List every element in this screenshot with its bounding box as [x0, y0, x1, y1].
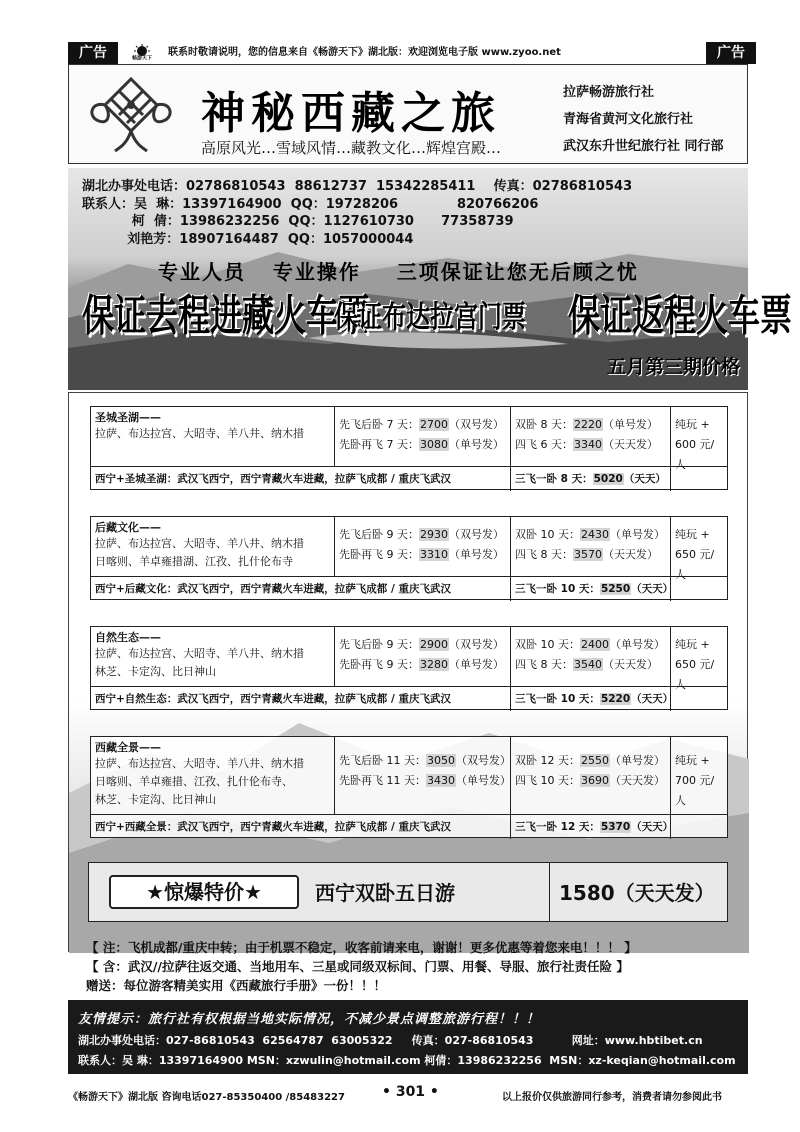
price-value: 3050	[427, 754, 455, 767]
price-line	[339, 771, 511, 791]
flat-price-cell	[671, 627, 727, 691]
route-table	[90, 626, 728, 710]
price-label: 双卧 8 天：	[515, 418, 573, 431]
fax-label: 传真：	[493, 179, 533, 194]
contact-person-row	[82, 231, 632, 249]
price-line	[339, 435, 506, 455]
special-offer-box	[88, 862, 728, 922]
price-value: 5220	[600, 693, 631, 705]
departure-schedule: （单号发）	[610, 638, 665, 651]
contact-qq2: 820766206	[456, 196, 539, 212]
departure-schedule: （单号发）	[603, 418, 658, 431]
office-phones: 02786810543 88612737 15342285411	[186, 179, 476, 194]
price-value: 3080	[420, 438, 448, 451]
route-name: 自然生态——	[95, 631, 161, 644]
agency-list	[563, 79, 724, 160]
note-includes: 【 含：武汉//拉萨往返交通、当地用车、三星或同级双标间、门票、用餐、导服、旅行社责任险 】	[86, 959, 629, 974]
contact-qq: QQ：1127610730	[288, 214, 414, 229]
contact-person-row	[82, 196, 632, 214]
departure-schedule: （单号发）	[456, 774, 511, 787]
special-offer-price: 1580（天天发）	[559, 881, 715, 905]
price-label: 四飞 8 天：	[515, 658, 573, 671]
price-value: 3540	[574, 658, 602, 671]
friendly-tip: 友情提示：旅行社有权根据当地实际情况，不减少景点调整旅游行程！！！	[78, 1012, 541, 1027]
contact-phone: 13986232256	[179, 214, 280, 229]
route-sites: 林芝、卡定沟、比日神山	[95, 665, 216, 678]
route-block	[90, 516, 728, 600]
price-label: 三飞一卧 10 天：	[515, 583, 600, 595]
departure-schedule: （天天发）	[610, 774, 665, 787]
route-table	[90, 736, 728, 838]
xining-route-desc: 西宁+自然生态：武汉飞西宁，西宁青藏火车进藏，拉萨飞成都 / 重庆飞武汉	[91, 687, 511, 711]
xining-route-desc: 西宁+西藏全景：武汉飞西宁，西宁青藏火车进藏，拉萨飞成都 / 重庆飞武汉	[91, 815, 511, 839]
route-sites: 日喀则、羊卓雍措湖、江孜、扎什伦布寺	[95, 555, 293, 568]
fly-price-cell	[335, 737, 511, 815]
contact-qq: QQ：19728206	[290, 196, 399, 212]
main-title: 神秘西藏之旅	[201, 88, 501, 139]
route-sites: 拉萨、布达拉宫、大昭寺、羊八井、纳木措	[95, 757, 304, 770]
price-line	[339, 525, 506, 545]
train-price-cell	[511, 407, 671, 467]
agency-name: 青海省黄河文化旅行社	[563, 112, 694, 127]
departure-schedule: （单号发）	[449, 548, 504, 561]
contact-phone: 18907164487	[179, 231, 279, 247]
departure-schedule: （单号发）	[449, 438, 504, 451]
route-sites-cell	[91, 407, 335, 467]
price-value: 5250	[600, 583, 631, 595]
price-label: 双卧 10 天：	[515, 528, 580, 541]
price-value: 3340	[574, 438, 602, 451]
notes-block	[86, 938, 637, 995]
price-value: 2400	[581, 638, 609, 651]
contact-phone-row	[82, 178, 632, 196]
departure-schedule: （天天发）	[603, 658, 658, 671]
footer-publication: 《畅游天下》湖北版 咨询电话027-85350400 /85483227	[68, 1092, 345, 1103]
departure-schedule: （单号发）	[610, 528, 665, 541]
contact-name: 刘艳芳：	[127, 231, 180, 247]
price-label: 双卧 10 天：	[515, 638, 580, 651]
price-label: 三飞一卧 10 天：	[515, 693, 600, 705]
price-value: 2430	[581, 528, 609, 541]
price-value: 2900	[420, 638, 448, 651]
ad-tag-left: 广告	[68, 42, 118, 64]
fly-price-cell	[335, 407, 511, 467]
fly-price-cell	[335, 517, 511, 577]
agency-name: 拉萨畅游旅行社	[563, 85, 655, 100]
departure-schedule: （天天）	[623, 473, 666, 485]
flat-price-cell	[671, 407, 727, 471]
price-line	[515, 635, 666, 655]
flat-price: 纯玩 +	[675, 528, 710, 541]
bottom-contact-bar	[68, 1000, 748, 1074]
price-line	[339, 545, 506, 565]
top-notice-text: 联系时敬请说明，您的信息来自《畅游天下》湖北版：欢迎浏览电子版 www.zyoo.net	[168, 47, 561, 58]
price-label: 先飞后卧 9 天：	[339, 528, 419, 541]
price-label: 三飞一卧 12 天：	[515, 821, 600, 833]
header-subtitle: 高原风光…雪域风情…藏教文化…辉煌宫殿…	[201, 139, 502, 157]
departure-schedule: （双号发）	[456, 754, 511, 767]
flat-price-cell	[671, 737, 727, 815]
landscape-banner	[68, 168, 793, 390]
route-table	[90, 516, 728, 600]
departure-schedule: （天天发）	[603, 438, 658, 451]
xining-route-price	[511, 577, 674, 601]
departure-schedule: （天天）	[631, 693, 674, 705]
price-value: 3310	[420, 548, 448, 561]
route-name: 后藏文化——	[95, 521, 161, 534]
price-line	[515, 415, 666, 435]
price-line	[515, 751, 666, 771]
price-value: 2700	[420, 418, 448, 431]
route-sites-cell	[91, 627, 335, 687]
route-block	[90, 736, 728, 838]
price-value: 5370	[600, 821, 631, 833]
price-line	[515, 771, 666, 791]
price-line	[339, 635, 506, 655]
price-line	[515, 435, 666, 455]
price-value: 2930	[420, 528, 448, 541]
note-transfer: 【 注：飞机成都/重庆中转；由于机票不稳定，收客前请来电，谢谢！更多优惠等着您来电！！！ 】	[86, 940, 637, 955]
fax-number: 02786810543	[532, 179, 633, 194]
flat-price: 650 元/人	[675, 658, 715, 691]
price-label: 四飞 8 天：	[515, 548, 573, 561]
xining-route-desc: 西宁+后藏文化：武汉飞西宁，西宁青藏火车进藏，拉萨飞成都 / 重庆飞武汉	[91, 577, 511, 601]
guarantee-return-ticket: 保证返程火车票	[568, 290, 793, 342]
agency-name: 武汉东升世纪旅行社 同行部	[563, 139, 724, 154]
xining-route-desc: 西宁+圣城圣湖：武汉飞西宁，西宁青藏火车进藏，拉萨飞成都 / 重庆飞武汉	[91, 467, 511, 491]
flat-price: 纯玩 +	[675, 754, 710, 767]
route-table	[90, 406, 728, 490]
contact-block	[82, 178, 632, 248]
special-offer-route: 西宁双卧五日游	[315, 881, 455, 905]
contact-name: 吴 琳：	[134, 196, 183, 212]
route-block	[90, 626, 728, 710]
note-gift: 赠送：每位游客精美实用《西藏旅行手册》一份！！！	[86, 978, 387, 993]
contact-msn-line: 联系人：吴 琳：13397164900 MSN：xzwulin@hotmail.com 柯倩：13986232256 MSN：xz-keqian@hotmail.com	[78, 1054, 736, 1067]
endless-knot-icon	[81, 73, 181, 157]
price-value: 3280	[420, 658, 448, 671]
departure-schedule: （双号发）	[449, 528, 504, 541]
price-value: 2550	[581, 754, 609, 767]
price-label: 先卧再飞 9 天：	[339, 658, 419, 671]
price-label: 先飞后卧 7 天：	[339, 418, 419, 431]
price-value: 3690	[581, 774, 609, 787]
divider	[549, 863, 550, 921]
price-line	[339, 415, 506, 435]
office-contact-line: 湖北办事处电话：027-86810543 62564787 63005322 传真：027-86810543 网址：www.hbtibet.cn	[78, 1034, 703, 1047]
contact-phone: 13397164900	[182, 196, 282, 212]
route-sites: 拉萨、布达拉宫、大昭寺、羊八井、纳木措	[95, 647, 304, 660]
office-phone-label: 湖北办事处电话：	[82, 179, 187, 194]
route-name: 西藏全景——	[95, 741, 161, 754]
footer-disclaimer: 以上报价仅供旅游同行参考，消费者请勿参阅此书	[502, 1092, 722, 1103]
guarantee-outbound-ticket: 保证去程进藏火车票	[82, 290, 371, 342]
flat-price: 650 元/人	[675, 548, 715, 581]
route-name: 圣城圣湖——	[95, 411, 161, 424]
departure-schedule: （双号发）	[449, 638, 504, 651]
price-value: 2220	[574, 418, 602, 431]
fly-price-cell	[335, 627, 511, 687]
slogan-line: 专业人员 专业操作 三项保证让您无后顾之忧	[158, 260, 639, 284]
xining-route-price	[511, 687, 674, 711]
ad-tag-right: 广告	[706, 42, 756, 64]
price-line	[339, 751, 511, 771]
departure-schedule: （双号发）	[449, 418, 504, 431]
price-value: 5020	[593, 473, 623, 485]
page-number: • 301 •	[382, 1084, 439, 1100]
flat-price-cell	[671, 517, 727, 581]
price-label: 先卧再飞 11 天：	[339, 774, 426, 787]
route-sites: 日喀则、羊卓雍措、江孜、扎什伦布寺、	[95, 775, 293, 788]
contact-person-row	[82, 213, 632, 231]
price-label: 三飞一卧 8 天：	[515, 473, 593, 485]
price-line	[515, 655, 666, 675]
xining-route-price	[511, 815, 674, 839]
train-price-cell	[511, 627, 671, 687]
train-price-cell	[511, 737, 671, 815]
price-label: 双卧 12 天：	[515, 754, 580, 767]
price-label: 四飞 10 天：	[515, 774, 580, 787]
contact-qq2: 77358739	[441, 214, 514, 229]
route-block	[90, 406, 728, 490]
header-box	[68, 64, 748, 164]
xining-route-price	[511, 467, 671, 491]
svg-text:畅游天下: 畅游天下	[131, 55, 153, 62]
train-price-cell	[511, 517, 671, 577]
flat-price: 纯玩 +	[675, 638, 710, 651]
departure-schedule: （天天发）	[603, 548, 658, 561]
price-label: 先飞后卧 9 天：	[339, 638, 419, 651]
route-sites-cell	[91, 737, 335, 815]
guarantee-potala-ticket: 保证布达拉宫门票	[334, 299, 526, 335]
price-line	[339, 655, 506, 675]
flat-price: 纯玩 +	[675, 418, 710, 431]
route-sites: 拉萨、布达拉宫、大昭寺、羊八井、纳木措	[95, 427, 304, 440]
price-line	[515, 525, 666, 545]
departure-schedule: （天天）	[631, 821, 674, 833]
guarantee-slogans	[72, 280, 793, 342]
contact-name: 柯 倩：	[131, 214, 180, 229]
flat-price: 700 元/人	[675, 774, 715, 807]
contacts-label: 联系人：	[82, 196, 135, 212]
price-label: 先卧再飞 7 天：	[339, 438, 419, 451]
issue-label: 五月第三期价格	[606, 356, 740, 378]
price-line	[515, 545, 666, 565]
price-label: 四飞 6 天：	[515, 438, 573, 451]
price-value: 3570	[574, 548, 602, 561]
route-sites-cell	[91, 517, 335, 577]
flat-price: 600 元/人	[675, 438, 715, 471]
price-label: 先飞后卧 11 天：	[339, 754, 426, 767]
top-notice	[120, 44, 706, 62]
special-offer-tag: ★惊爆特价★	[109, 875, 299, 909]
departure-schedule: （单号发）	[610, 754, 665, 767]
route-sites: 林芝、卡定沟、比日神山	[95, 793, 216, 806]
contact-qq: QQ：1057000044	[287, 231, 414, 247]
departure-schedule: （单号发）	[449, 658, 504, 671]
route-sites: 拉萨、布达拉宫、大昭寺、羊八井、纳木措	[95, 537, 304, 550]
departure-schedule: （天天）	[631, 583, 674, 595]
price-label: 先卧再飞 9 天：	[339, 548, 419, 561]
publisher-logo	[120, 44, 164, 60]
price-value: 3430	[427, 774, 455, 787]
